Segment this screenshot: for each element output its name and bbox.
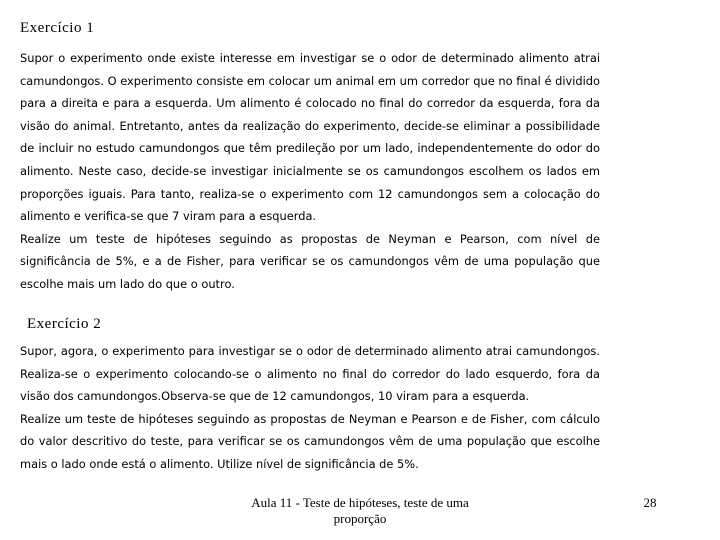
footer-title: Aula 11 - Teste de hipóteses, teste de uma proporção: [251, 495, 469, 526]
page-number: 28: [643, 495, 657, 510]
exercise-2-paragraph: Supor, agora, o experimento para investigar se o odor de determinado alimento atrai camundongos. Realiza-se o experimento colocando-se o alimento no final do corredor do lado esquerdo, fora da visão dos camundongos.Observa-se que de 12 camundongos, 10 viram para a esquerda.: [20, 344, 600, 404]
exercise-1-paragraph: Supor o experimento onde existe interesse em investigar se o odor de determinado alimento atrai camundongos. O experimento consiste em colocar um animal em um corredor que no final é dividido para a direita e para a esquerda. Um alimento é colocado no final do corredor da esquerda, fora da visão do animal. Entretanto, antes da realização do experimento, decide-se eliminar a possibilidade de incluir no estudo camundongos que têm predileção por um lado, independentemente do odor do alimento. Neste caso, decide-se investigar inicialmente se os camundongos escolhem os lados em proporções iguais. Para tanto, realiza-se o experimento com 12 camundongos sem a colocação do alimento e verifica-se que 7 viram para a esquerda.: [20, 51, 600, 224]
exercise-1-paragraph: Realize um teste de hipóteses seguindo as propostas de Neyman e Pearson, com nível de significância de 5%, e a de Fisher, para verificar se os camundongos vêm de uma população que escolhe mais um lado do que o outro.: [20, 231, 600, 291]
exercise-2-heading: Exercício 2: [27, 316, 102, 332]
exercise-1-text: [20, 47, 600, 296]
exercise-2-text: [20, 340, 600, 476]
exercise-1-heading: Exercício 1: [20, 20, 95, 36]
exercise-2-paragraph: Realize um teste de hipóteses seguindo as propostas de Neyman e Pearson e de Fisher, com cálculo do valor descritivo do teste, para verificar se os camundongos vêm de uma população que escolhe mais o lado onde está o alimento. Utilize nível de significância de 5%.: [20, 411, 600, 471]
